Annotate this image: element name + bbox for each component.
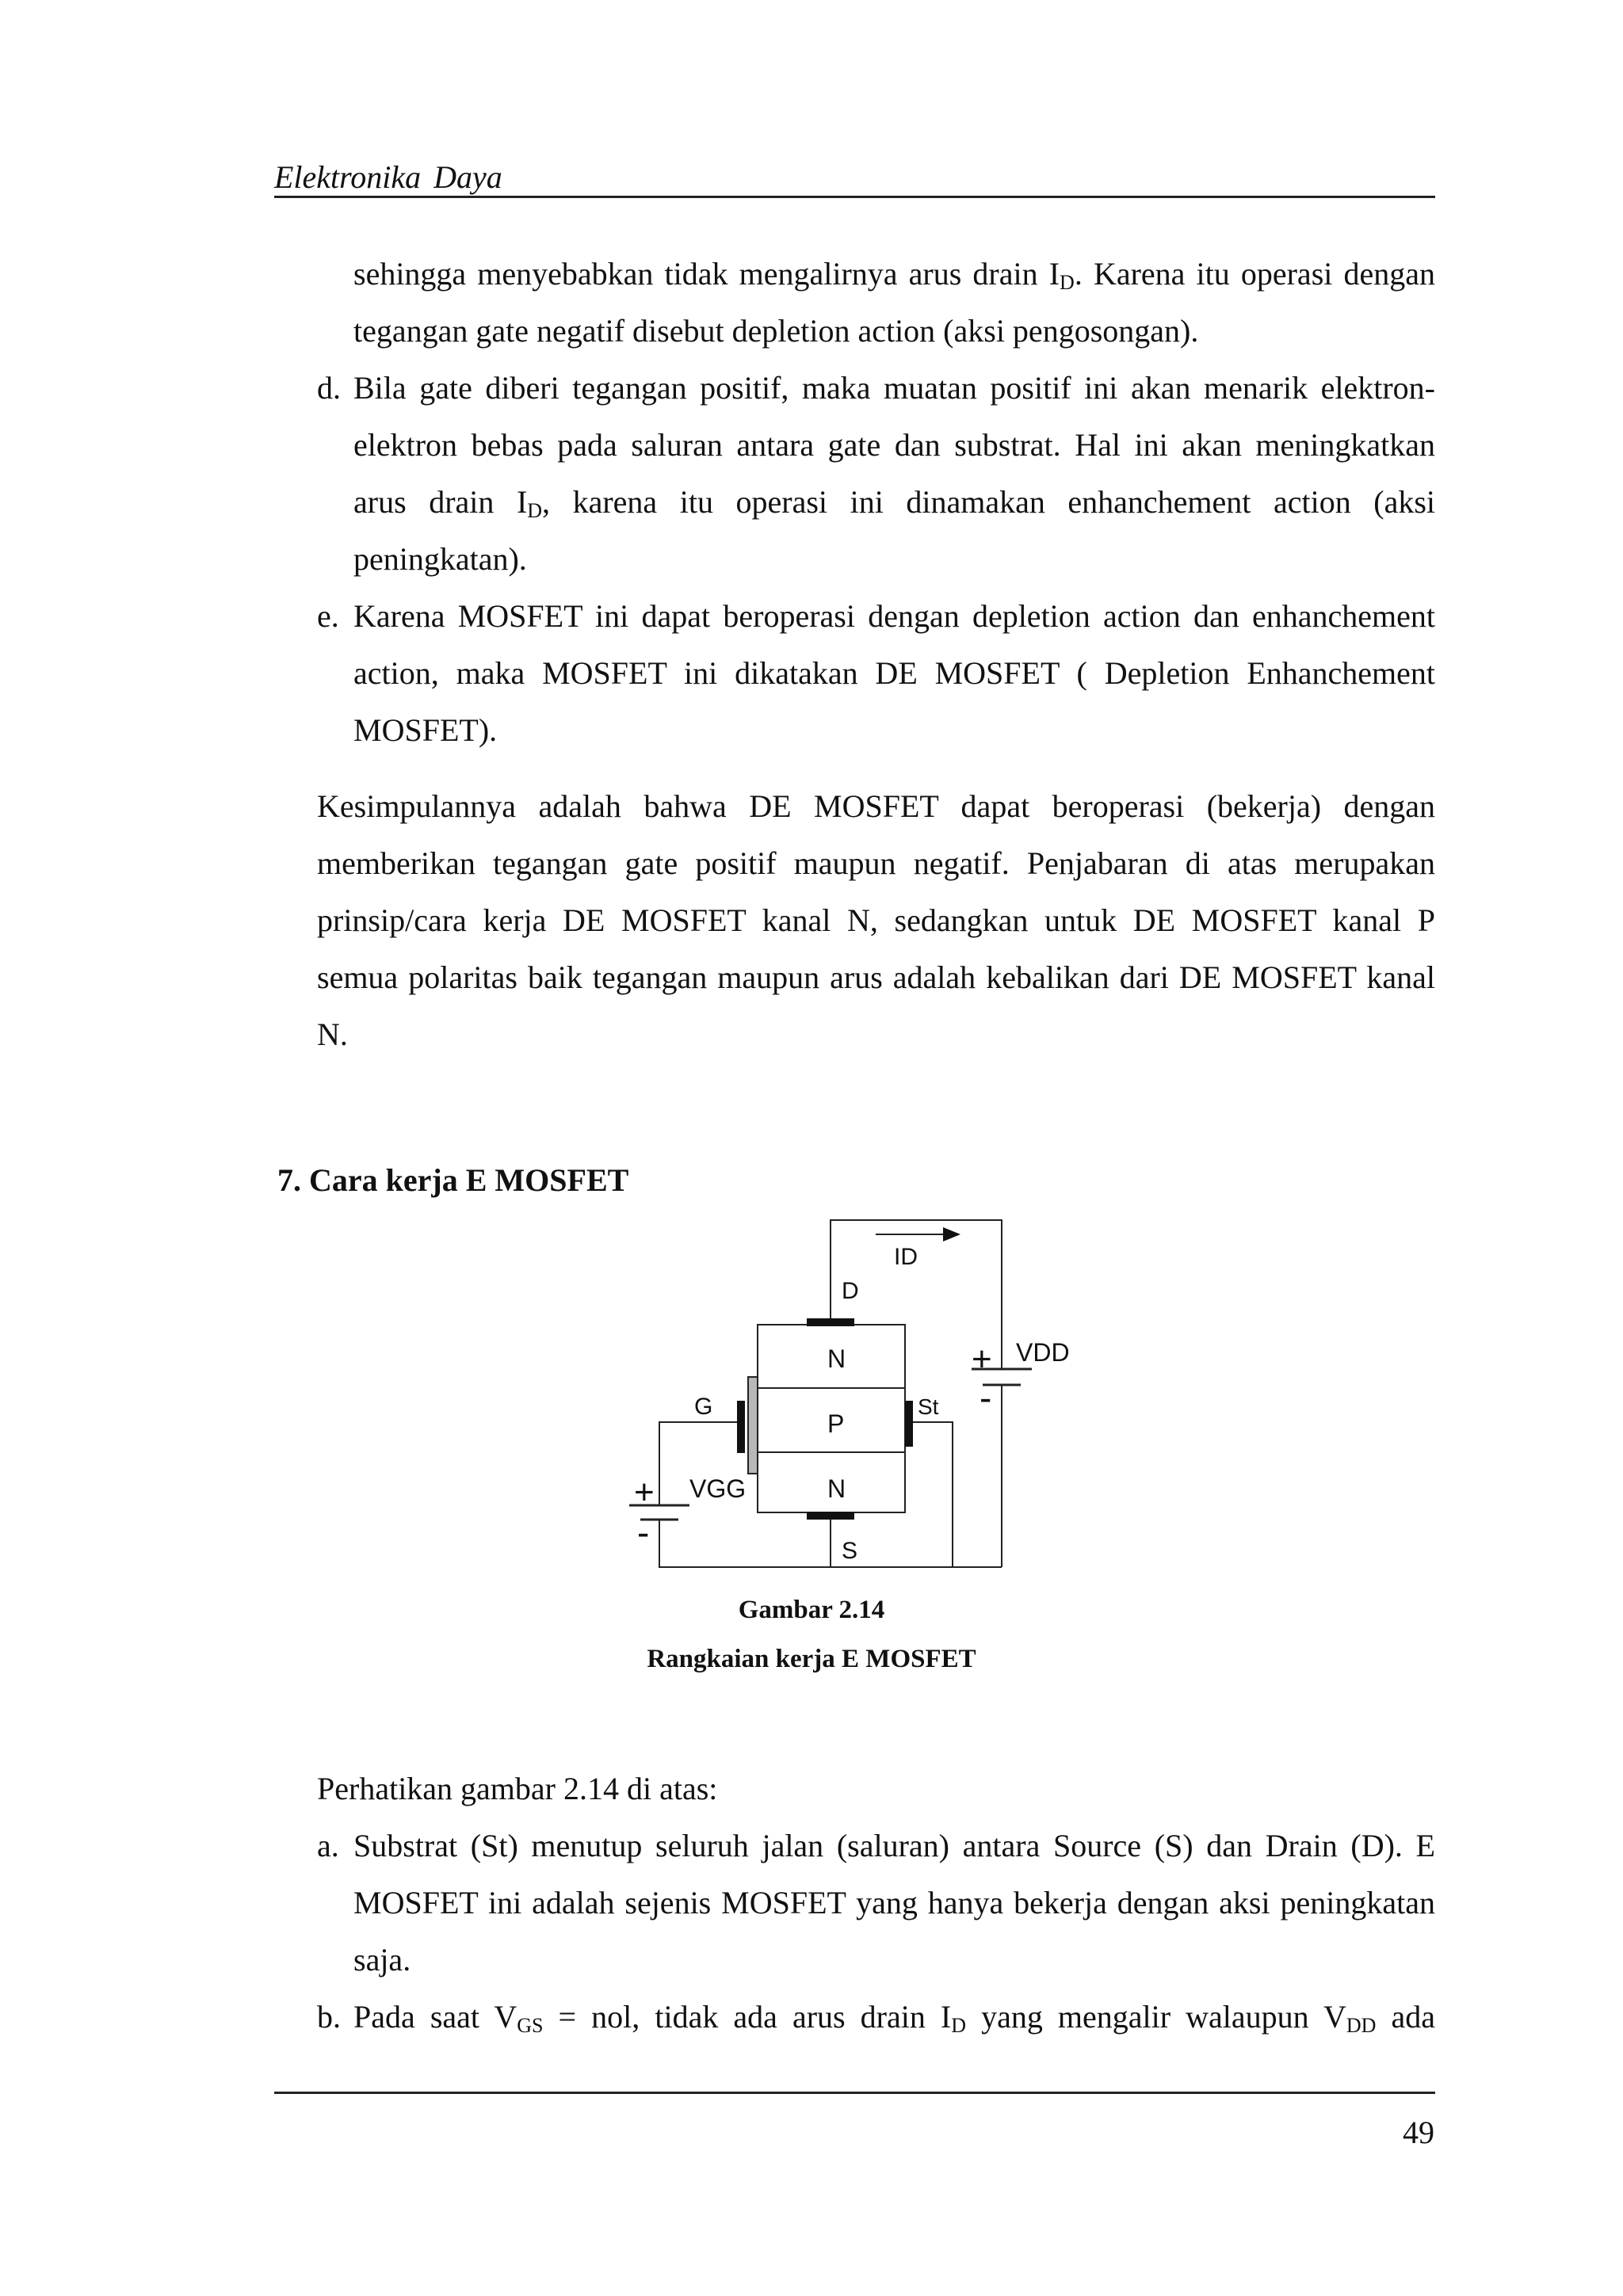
- text-line: arus drain $I_D$, karena itu operasi ini dinamakan enhanchement action (aksi: [353, 484, 1435, 522]
- list-marker: a.: [317, 1828, 339, 1863]
- label-s: S: [842, 1538, 858, 1564]
- footer-rule: [274, 2092, 1435, 2094]
- label-vdd-minus: -: [980, 1377, 992, 1418]
- label-n-drain-region: N: [827, 1344, 846, 1373]
- text-line: Kesimpulannya adalah bahwa DE MOSFET dapat beroperasi (bekerja) dengan: [317, 788, 1435, 824]
- text-line: MOSFET).: [353, 712, 498, 748]
- label-vdd-plus: +: [972, 1340, 992, 1379]
- text-line: Karena MOSFET ini dapat beroperasi dengan depletion action dan enhanchement: [353, 598, 1435, 634]
- list-marker: b.: [317, 1999, 341, 2035]
- substrate-electrode: [905, 1401, 913, 1447]
- label-n-source-region: N: [827, 1474, 846, 1503]
- label-g: G: [694, 1394, 713, 1420]
- page-number: 49: [1403, 2115, 1434, 2150]
- text-line: MOSFET ini adalah sejenis MOSFET yang hanya bekerja dengan aksi peningkatan: [353, 1885, 1435, 1920]
- intro-line: [317, 1760, 1435, 1817]
- list-marker: d.: [317, 370, 341, 406]
- text-line: peningkatan).: [353, 541, 527, 577]
- label-st: St: [918, 1394, 939, 1419]
- label-vgg: VGG: [689, 1474, 747, 1503]
- label-vgg-minus: -: [637, 1512, 650, 1553]
- list-marker: e.: [317, 598, 339, 634]
- drain-electrode: [807, 1318, 854, 1326]
- figure-caption-subtitle: Rangkaian kerja E MOSFET: [647, 1645, 976, 1673]
- label-d: D: [842, 1278, 859, 1304]
- text-line: prinsip/cara kerja DE MOSFET kanal N, sedangkan untuk DE MOSFET kanal P: [317, 902, 1435, 938]
- list-item-d: [353, 360, 1435, 588]
- text-line: Substrat (St) menutup seluruh jalan (saluran) antara Source (S) dan Drain (D). E: [353, 1828, 1435, 1863]
- source-electrode: [807, 1512, 854, 1520]
- text-line: Bila gate diberi tegangan positif, maka muatan positif ini akan menarik elektron-: [353, 370, 1435, 406]
- gate-electrode: [737, 1401, 745, 1453]
- text-line: saja.: [353, 1942, 411, 1978]
- text-line: sehingga menyebabkan tidak mengalirnya arus drain $I_D$. Karena itu operasi dengan: [353, 256, 1435, 294]
- text-line: tegangan gate negatif disebut depletion action (aksi pengosongan).: [353, 313, 1199, 349]
- label-p-region: P: [827, 1409, 845, 1438]
- e-mosfet-circuit-diagram: [618, 1212, 1109, 1585]
- text-line: Pada saat $V_{GS}$ = nol, tidak ada arus drain $I_D$ yang mengalir walaupun $V_{DD}$ ada: [353, 1999, 1435, 2037]
- text-line: semua polaritas baik tegangan maupun arus adalah kebalikan dari DE MOSFET kanal: [317, 959, 1435, 995]
- header-rule: [274, 196, 1435, 198]
- text-line: memberikan tegangan gate positif maupun negatif. Penjabaran di atas merupakan: [317, 845, 1435, 881]
- current-arrow-head-icon: [943, 1227, 960, 1241]
- gate-oxide: [748, 1377, 758, 1474]
- conclusion-paragraph: [317, 778, 1435, 1063]
- text-line: action, maka MOSFET ini dikatakan DE MOSFET ( Depletion Enhanchement: [353, 655, 1435, 691]
- text-line: N.: [317, 1016, 348, 1052]
- vgg-wire: [659, 1520, 831, 1567]
- label-vdd: VDD: [1016, 1338, 1070, 1367]
- list-item-e: [353, 588, 1435, 759]
- substrate-wire: [913, 1422, 953, 1567]
- running-header: Elektronika Daya: [274, 159, 502, 195]
- continuation-paragraph: [353, 246, 1435, 360]
- label-id: ID: [894, 1244, 918, 1270]
- label-vgg-plus: +: [634, 1473, 655, 1512]
- list-item-b: [353, 1989, 1435, 2046]
- text-line: elektron bebas pada saluran antara gate dan substrat. Hal ini akan meningkatkan: [353, 427, 1435, 463]
- list-item-a: [353, 1817, 1435, 1989]
- text-line: Perhatikan gambar 2.14 di atas:: [317, 1771, 718, 1806]
- section-heading: 7. Cara kerja E MOSFET: [277, 1162, 629, 1198]
- figure-caption-title: Gambar 2.14: [738, 1596, 885, 1624]
